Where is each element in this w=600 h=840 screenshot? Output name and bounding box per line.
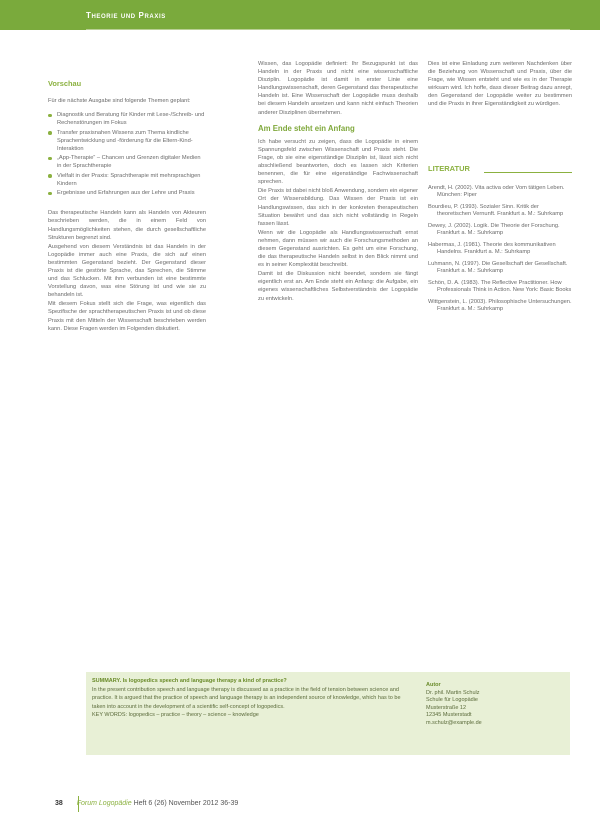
- preview-item: Ergebnisse und Erfahrungen aus der Lehre und Praxis: [48, 189, 206, 197]
- preview-list: [48, 111, 206, 197]
- author-line: Schule für Logopädie: [426, 697, 478, 703]
- body-paragraph: Ausgehend von diesem Verständnis ist das Handeln in der Logopädie immer auch eine Praxis, die sich auf einen bestimmten Gegenstand bezieht. Der Gegenstand dieser Praxis ist die gestörte Sprache, das Sprechen, die Stimme und das Schlucken. Mit ihm verbunden ist eine bestimmte Vorstellung davon, was eine Störung ist und wie sie zu behandeln ist.: [48, 243, 206, 299]
- literature-entry: Arendt, H. (2002). Vita activa oder Vom tätigen Leben. München: Piper: [428, 184, 565, 199]
- body-paragraph: Das therapeutische Handeln kann als Handeln von Akteuren beschrieben werden, die in einem Feld von Handlungsmöglichkeiten stehen, die durch gesellschaftliche Strukturen begrenzt sind.: [48, 210, 206, 241]
- issue-info: Heft 6 (26) November 2012 36-39: [133, 800, 239, 807]
- author-email[interactable]: m.schulz@example.de: [426, 719, 482, 726]
- literature-entry: Habermas, J. (1981). Theorie des kommunikativen Handelns. Frankfurt a. M.: Suhrkamp: [428, 241, 556, 256]
- page-number: 38: [55, 800, 63, 807]
- column-1: [48, 60, 206, 334]
- keywords: KEY WORDS: logopedics – practice – theory – science – knowledge: [92, 712, 259, 719]
- body-paragraph: Dies ist eine Einladung zum weiteren Nachdenken über die Beziehung von Wissenschaft und Praxis, über die Frage, wie Wissen entsteht und wie es in der Therapie wirksam wird. Ich hoffe, dass dieser Beitrag dazu anregt, den Gegenstand der Logopädie weiter zu bestimmen und die Praxis in ihrer Eigenständigkeit zu würdigen.: [428, 61, 572, 108]
- literature-rule: [484, 172, 572, 173]
- body-paragraph: Damit ist die Diskussion nicht beendet, sondern sie fängt eigentlich erst an. Am Ende steht ein Anfang: die Aufgabe, ein eigenes wissenschaftliches Selbstverständnis der Logopädie zu entwickeln.: [258, 271, 418, 302]
- magazine-name: Forum Logopädie: [76, 800, 132, 807]
- author-line: 12345 Musterstadt: [426, 712, 472, 718]
- literature-entry: Dewey, J. (2002). Logik. Die Theorie der Forschung. Frankfurt a. M.: Suhrkamp: [428, 222, 560, 237]
- author-block: [426, 682, 566, 727]
- literature-entry: Wittgenstein, L. (2003). Philosophische Untersuchungen. Frankfurt a. M.: Suhrkamp: [428, 298, 572, 313]
- preview-heading: Vorschau: [48, 79, 82, 88]
- preview-item: Diagnostik und Beratung für Kinder mit Lese-/Schreib- und Rechenstörungen im Fokus: [48, 111, 206, 127]
- summary-title: SUMMARY. Is logopedics speech and language therapy a kind of practice?: [92, 678, 287, 684]
- body-paragraph: Wissen, das Logopädie definiert: Ihr Bezugspunkt ist das Handeln in der Praxis und nicht eine wissenschaftliche Disziplin. Logopädie ist damit in erster Linie eine Handlungswissenschaft, deren Gegenstand das therapeutische Handeln ist. Eine Wissenschaft der Logopädie muss deshalb bei diesem Handeln ansetzen und kann nicht einfach Theorien anderer Disziplinen übernehmen.: [258, 61, 418, 116]
- literature-entry: Luhmann, N. (1997). Die Gesellschaft der Gesellschaft. Frankfurt a. M.: Suhrkamp: [428, 260, 568, 275]
- summary-text: In the present contribution speech and language therapy is discussed as a practice in the field of tension between science and practice. It is argued that the practice of speech and language therapy is an independent source of knowledge, which has to be taken into account in the development of a scientific self-concept of logopedics.: [92, 686, 401, 710]
- literature-entry: Bourdieu, P. (1993). Sozialer Sinn. Kritik der theoretischen Vernunft. Frankfurt a. M.: Suhrkamp: [428, 203, 564, 218]
- author-line: Dr. phil. Martin Schulz: [426, 689, 480, 696]
- body-paragraph: Ich habe versucht zu zeigen, dass die Logopädie in einem Spannungsfeld zwischen Wissenschaft und Praxis steht. Die Frage, ob sie eine eigenständige Disziplin ist, lässt sich nicht abschließend beantworten, doch es lassen sich Kriterien benennen, die für eine eigenständige Fachwissenschaft sprechen.: [258, 138, 418, 186]
- literature-entry: Schön, D. A. (1983). The Reflective Practitioner. How Professionals Think in Action. New York: Basic Books: [428, 279, 572, 294]
- author-line: Musterstraße 12: [426, 704, 467, 711]
- body-paragraph: Wenn wir die Logopädie als Handlungswissenschaft ernst nehmen, dann müssen wir auch die Forschungsmethoden an diesem Gegenstand ausrichten. Es geht um eine Forschung, die das therapeutische Handeln selbst in den Blick nimmt und es in seiner Komplexität beschreibt.: [258, 229, 418, 269]
- header-bar: [0, 0, 600, 30]
- column-3: [428, 60, 572, 318]
- author-heading: Autor: [426, 682, 441, 688]
- summary-block: [92, 677, 410, 720]
- literature-heading: [428, 165, 572, 173]
- preview-item: Transfer praxisnahen Wissens zum Thema kindliche Sprachentwicklung und -förderung für die Eltern-Kind-Interaktion: [48, 129, 206, 153]
- footer: [55, 800, 238, 807]
- column-2: [258, 60, 418, 304]
- summary-box: [86, 672, 570, 755]
- header-divider: [86, 29, 570, 30]
- preview-intro: Für die nächste Ausgabe sind folgende Themen geplant:: [48, 98, 191, 105]
- preview-item: „App-Therapie“ – Chancen und Grenzen digitaler Medien in der Sprachtherapie: [48, 154, 206, 170]
- literature-heading-text: LITERATUR: [428, 163, 470, 173]
- body-paragraph: Die Praxis ist dabei nicht bloß Anwendung, sondern ein eigener Ort der Wissensbildung. Das Wissen der Praxis ist ein Handlungswissen, das sich in der konkreten therapeutischen Situation bewährt und das sich nicht vollständig in Regeln fassen lässt.: [258, 188, 418, 227]
- body-paragraph: Mit diesem Fokus stellt sich die Frage, was eigentlich das Spezifische der sprachtherapeutischen Praxis ist und ob diese Praxis mit den Mitteln der Wissenschaft beschrieben werden kann. Diese Fragen werden im Folgenden diskutiert.: [48, 301, 206, 332]
- section-heading: Am Ende steht ein Anfang: [258, 123, 355, 133]
- section-title: Theorie und Praxis: [86, 11, 166, 20]
- preview-item: Vielfalt in der Praxis: Sprachtherapie mit mehrsprachigen Kindern: [48, 172, 206, 188]
